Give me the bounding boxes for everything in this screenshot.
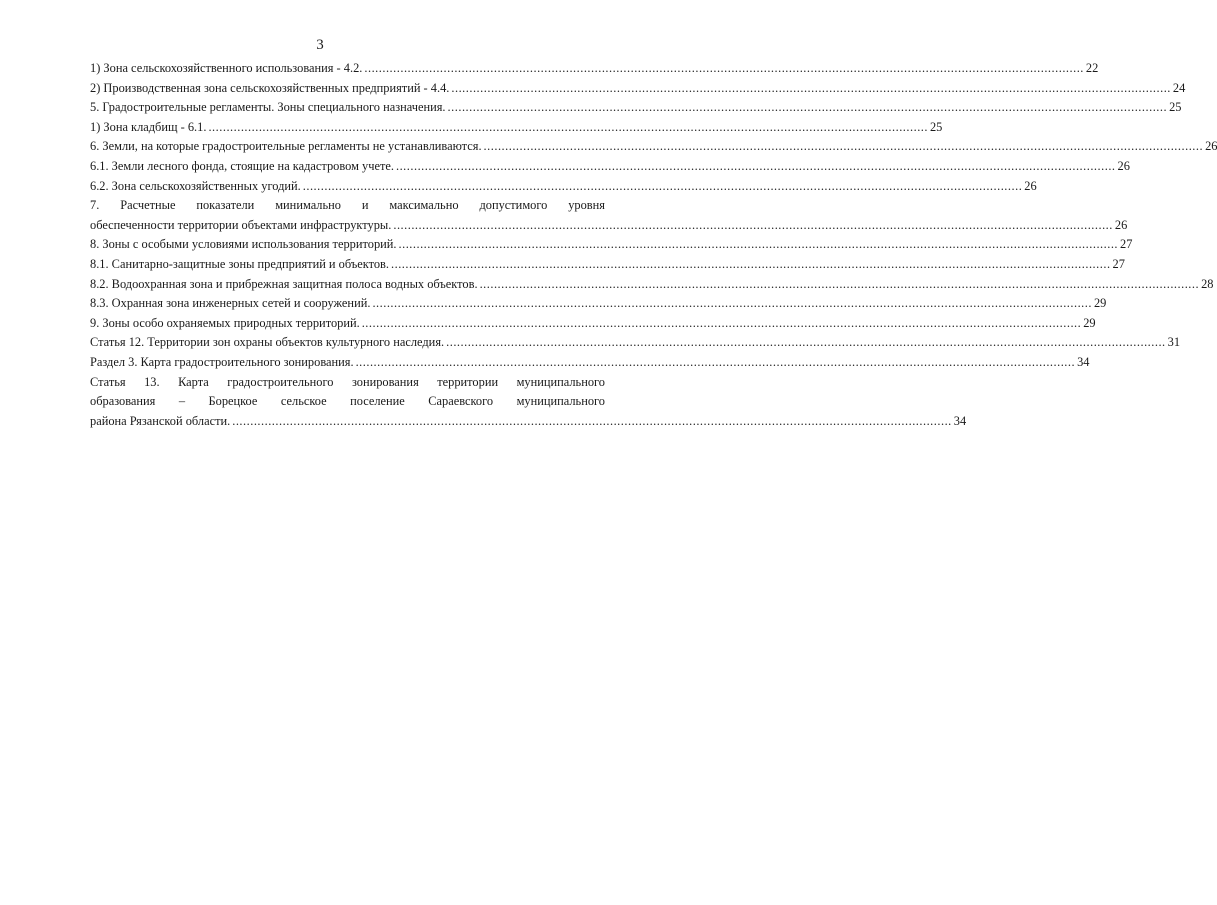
toc-entry-page: 26	[1024, 178, 1037, 193]
toc-entry-page: 34	[953, 413, 967, 428]
toc-leader-dots: ........................................................................................................................................................................................................	[372, 296, 1092, 311]
toc-entry	[90, 98, 1182, 118]
toc-leader-dots: ........................................................................................................................................................................................................	[355, 354, 1076, 369]
toc-entry	[90, 314, 1096, 334]
toc-entry-page: 25	[1169, 100, 1182, 115]
toc-entry-title: 6.1. Земли лесного фонда, стоящие на кадастровом учете.	[90, 158, 394, 173]
toc-entry-title: обеспеченности территории объектами инфраструктуры.	[90, 217, 392, 232]
toc-entry-last-line	[90, 216, 1128, 236]
toc-entry-page: 28	[1201, 276, 1214, 291]
toc-leader-dots: ........................................................................................................................................................................................................	[395, 158, 1116, 173]
toc-entry-page: 26	[1205, 139, 1217, 154]
toc-entry-title: Статья 12. Территории зон охраны объектов культурного наследия.	[90, 335, 445, 350]
toc-leader-dots: ........................................................................................................................................................................................................	[398, 237, 1119, 252]
toc-leader-dots: ........................................................................................................................................................................................................	[302, 178, 1023, 193]
toc-entry-title: 6.2. Зона сельскохозяйственных угодий.	[90, 178, 301, 193]
toc-entry-line: Статья 13. Карта градостроительного зонирования территории муниципального	[90, 374, 605, 389]
toc-entry-page: 24	[1172, 80, 1186, 95]
toc-entry-last-line	[90, 412, 967, 432]
toc-leader-dots: ........................................................................................................................................................................................................	[361, 315, 1082, 330]
page-number: 3	[316, 37, 324, 53]
toc-entry	[90, 235, 1133, 255]
toc-leader-dots: ........................................................................................................................................................................................................	[483, 139, 1204, 154]
toc-entry-page: 29	[1093, 296, 1107, 311]
toc-leader-dots: ........................................................................................................................................................................................................	[446, 335, 1166, 350]
toc-entry	[90, 333, 1181, 353]
toc-entry-page: 26	[1117, 158, 1130, 173]
toc-entry-title: района Рязанской области.	[90, 413, 231, 428]
toc-entry-line: 7. Расчетные показатели минимально и максимально допустимого уровня	[90, 198, 605, 213]
toc-entry	[90, 275, 1214, 295]
toc-entry-page: 22	[1085, 61, 1099, 75]
toc-entry-page: 29	[1083, 315, 1096, 330]
toc-leader-dots: ........................................................................................................................................................................................................	[364, 61, 1084, 75]
toc-entry	[90, 255, 1125, 275]
toc-leader-dots: ........................................................................................................................................................................................................	[447, 100, 1168, 115]
toc-leader-dots: ........................................................................................................................................................................................................	[391, 256, 1111, 271]
toc-entry-title: 8. Зоны с особыми условиями использования территорий.	[90, 237, 397, 252]
toc-entry-title: 6. Земли, на которые градостроительные регламенты не устанавливаются.	[90, 139, 482, 154]
toc-entry-title: 1) Зона сельскохозяйственного использования - 4.2.	[90, 61, 363, 75]
toc-leader-dots: ........................................................................................................................................................................................................	[479, 276, 1200, 291]
toc-entry	[90, 157, 1130, 177]
toc-entry	[90, 59, 1099, 79]
toc-entry	[90, 373, 967, 432]
toc-entry-page: 26	[1114, 217, 1128, 232]
table-of-contents	[90, 59, 1217, 431]
toc-entry-page: 27	[1120, 237, 1133, 252]
toc-leader-dots: ........................................................................................................................................................................................................	[393, 217, 1113, 232]
toc-entry-title: 5. Градостроительные регламенты. Зоны специального назначения.	[90, 100, 446, 115]
toc-leader-dots: ........................................................................................................................................................................................................	[232, 413, 952, 428]
toc-entry-title: 8.3. Охранная зона инженерных сетей и сооружений.	[90, 296, 371, 311]
toc-entry	[90, 294, 1107, 314]
toc-entry-page: 25	[929, 119, 943, 134]
toc-entry-line: образования – Борецкое сельское поселение Сараевского муниципального	[90, 394, 605, 409]
toc-entry-page: 31	[1167, 335, 1181, 350]
toc-entry	[90, 177, 1037, 197]
toc-entry-title: 8.1. Санитарно-защитные зоны предприятий и объектов.	[90, 256, 390, 271]
toc-leader-dots: ........................................................................................................................................................................................................	[451, 80, 1171, 95]
toc-entry	[90, 137, 1217, 157]
toc-entry-title: 2) Производственная зона сельскохозяйственных предприятий - 4.4.	[90, 80, 450, 95]
toc-leader-dots: ........................................................................................................................................................................................................	[208, 119, 928, 134]
toc-entry	[90, 353, 1090, 373]
toc-entry	[90, 79, 1186, 99]
toc-entry-page: 27	[1112, 256, 1125, 271]
toc-entry	[90, 196, 1128, 235]
toc-entry-title: 8.2. Водоохранная зона и прибрежная защитная полоса водных объектов.	[90, 276, 478, 291]
toc-entry-title: 9. Зоны особо охраняемых природных территорий.	[90, 315, 360, 330]
toc-entry-title: 1) Зона кладбищ - 6.1.	[90, 119, 207, 134]
toc-entry-page: 34	[1077, 354, 1090, 369]
toc-entry-title: Раздел 3. Карта градостроительного зонирования.	[90, 354, 354, 369]
toc-entry	[90, 118, 943, 138]
